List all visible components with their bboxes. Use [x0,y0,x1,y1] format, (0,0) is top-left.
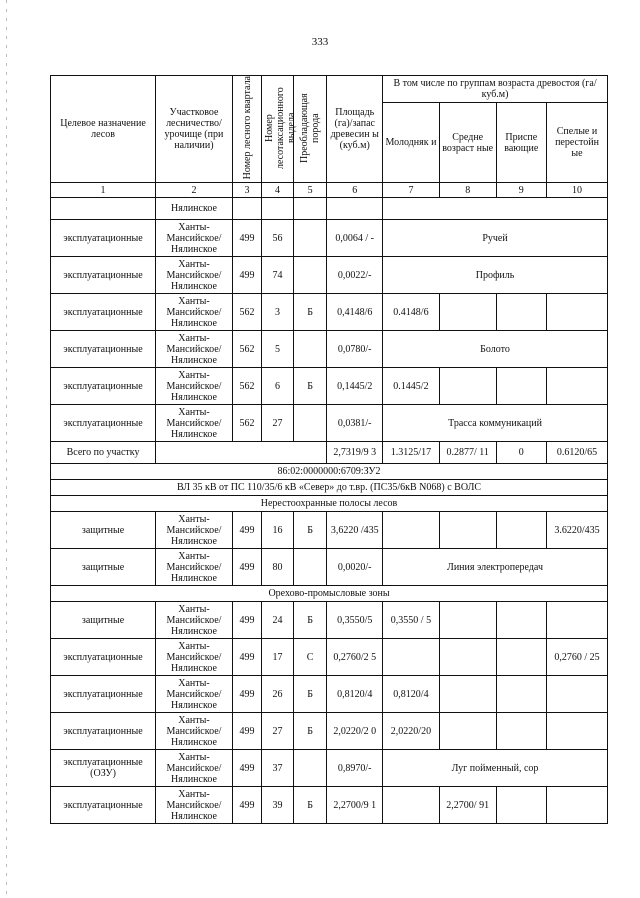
cell-young: 0,8120/4 [383,676,440,713]
cell-mature [547,676,608,713]
cell-forestry: Ханты-Мансийское/ Нялинское [156,549,233,586]
cell-quarter: 499 [232,713,261,750]
cell-purpose: эксплуатационные [51,220,156,257]
cell-area: 0,4148/6 [327,294,383,331]
cell-purpose: защитные [51,602,156,639]
cell-area: 0,1445/2 [327,368,383,405]
header-forestry: Участковое лесничество/ урочище (при наличии) [156,76,233,183]
cell-forestry: Ханты-Мансийское/ Нялинское [156,405,233,442]
cell-allotment: 37 [262,750,294,787]
cell-quarter: 499 [232,512,261,549]
cell-purpose: эксплуатационные [51,294,156,331]
object-title-row [51,480,608,496]
cell-forestry: Ханты-Мансийское/ Нялинское [156,713,233,750]
cell-quarter: 562 [232,405,261,442]
cell-purpose: эксплуатационные [51,405,156,442]
object-title: ВЛ 35 кВ от ПС 110/35/6 кВ «Север» до т.вр. (ПС35/6кВ N068) с ВОЛС [51,480,608,496]
cell-area: 0,0022/- [327,257,383,294]
cell-purpose: эксплуатационные [51,713,156,750]
cell-allotment: 27 [262,713,294,750]
cell-allotment: 80 [262,549,294,586]
cell-mature: 3.6220/435 [547,512,608,549]
cell-land-category: Ручей [383,220,608,257]
cell-forestry: Ханты-Мансийское/ Нялинское [156,257,233,294]
section-nut-zones: Орехово-промысловые зоны [51,586,608,602]
scan-edge [6,0,7,898]
cell-middle [439,512,496,549]
cell-middle [439,602,496,639]
cell-forestry: Ханты-Мансийское/ Нялинское [156,220,233,257]
table-row [51,639,608,676]
cell-young: 0,3550 / 5 [383,602,440,639]
cell-young: 0.4148/6 [383,294,440,331]
header-row-1 [51,76,608,103]
cell-mature: 0,2760 / 25 [547,639,608,676]
cell-species: Б [293,676,327,713]
cell-area: 0,8120/4 [327,676,383,713]
cell-species [293,549,327,586]
cell-quarter: 499 [232,602,261,639]
table-row [51,405,608,442]
cell-empty [232,198,261,220]
cell-quarter: 499 [232,220,261,257]
section-nut-zones-row [51,586,608,602]
header-mature: Спелые и перестойн ые [547,102,608,183]
cell-young [383,512,440,549]
cell-land-category: Профиль [383,257,608,294]
cell-young [383,787,440,824]
column-number: 1 [51,183,156,198]
section-spawning: Нерестоохранные полосы лесов [51,496,608,512]
cell-area: 2,0220/2 0 [327,713,383,750]
page-number: 333 [311,36,329,48]
table-body [51,76,608,824]
cell-young: 0.1445/2 [383,368,440,405]
cell-maturing [496,639,546,676]
cell-forestry: Ханты-Мансийское/ Нялинское [156,787,233,824]
cell-young: 2,0220/20 [383,713,440,750]
cell-quarter: 499 [232,639,261,676]
total-mature: 0.6120/65 [547,442,608,464]
cell-area: 2,2700/9 1 [327,787,383,824]
cell-forestry: Ханты-Мансийское/ Нялинское [156,294,233,331]
cell-middle [439,368,496,405]
column-number: 5 [293,183,327,198]
cell-allotment: 3 [262,294,294,331]
column-number: 6 [327,183,383,198]
cell-purpose: защитные [51,549,156,586]
cell-species [293,405,327,442]
header-quarter [232,76,261,183]
column-number: 2 [156,183,233,198]
table-row [51,750,608,787]
column-number: 3 [232,183,261,198]
cell-species: Б [293,713,327,750]
cell-land-category: Луг пойменный, сор [383,750,608,787]
cell-middle [439,294,496,331]
total-young: 1.3125/17 [383,442,440,464]
cell-middle [439,676,496,713]
cell-species [293,331,327,368]
cell-allotment: 17 [262,639,294,676]
section-spawning-row [51,496,608,512]
cell-quarter: 499 [232,257,261,294]
cell-land-category: Болото [383,331,608,368]
cell-purpose: эксплуатационные [51,639,156,676]
cell-allotment: 39 [262,787,294,824]
cell-forestry: Ханты-Мансийское/ Нялинское [156,750,233,787]
cell-area: 0,0020/- [327,549,383,586]
cell-species: Б [293,294,327,331]
cell-quarter: 499 [232,787,261,824]
cell-area: 0,0780/- [327,331,383,368]
cell-purpose: эксплуатационные [51,331,156,368]
cell-species [293,220,327,257]
column-number: 9 [496,183,546,198]
column-number: 7 [383,183,440,198]
table-row [51,368,608,405]
cell-land-category: Трасса коммуникаций [383,405,608,442]
continuation-label: Нялинское [156,198,233,220]
cell-area: 0,0381/- [327,405,383,442]
cell-middle [439,639,496,676]
cell-forestry: Ханты-Мансийское/ Нялинское [156,639,233,676]
cell-maturing [496,512,546,549]
cell-maturing [496,676,546,713]
column-numbers-row [51,183,608,198]
total-area: 2,7319/9 3 [327,442,383,464]
cell-species [293,750,327,787]
table-row [51,331,608,368]
header-species [293,76,327,183]
total-row [51,442,608,464]
cell-forestry: Ханты-Мансийское/ Нялинское [156,331,233,368]
cell-purpose: защитные [51,512,156,549]
cell-allotment: 6 [262,368,294,405]
cell-species: Б [293,602,327,639]
cell-area: 0,8970/- [327,750,383,787]
cell-mature [547,602,608,639]
cell-forestry: Ханты-Мансийское/ Нялинское [156,602,233,639]
cell-empty [293,198,327,220]
cell-purpose: эксплуатационные (ОЗУ) [51,750,156,787]
cell-empty [51,198,156,220]
cell-empty [156,442,327,464]
total-label: Всего по участку [51,442,156,464]
cell-empty [262,198,294,220]
table-row [51,602,608,639]
cell-mature [547,713,608,750]
cell-species: Б [293,368,327,405]
column-number: 10 [547,183,608,198]
forest-table [50,75,608,824]
header-middle: Средне возраст ные [439,102,496,183]
column-number: 8 [439,183,496,198]
header-species-text: Преобладающая порода [299,92,322,163]
header-maturing: Приспе вающие [496,102,546,183]
cell-empty [327,198,383,220]
cell-maturing [496,294,546,331]
cell-mature [547,368,608,405]
cell-purpose: эксплуатационные [51,257,156,294]
cell-empty [383,198,608,220]
header-area: Площадь (га)/запас древесин ы (куб.м) [327,76,383,183]
cell-maturing [496,602,546,639]
cell-purpose: эксплуатационные [51,676,156,713]
cell-species [293,257,327,294]
cell-forestry: Ханты-Мансийское/ Нялинское [156,676,233,713]
cell-quarter: 499 [232,676,261,713]
header-purpose: Целевое назначение лесов [51,76,156,183]
cell-area: 0,3550/5 [327,602,383,639]
cell-forestry: Ханты-Мансийское/ Нялинское [156,512,233,549]
cell-allotment: 24 [262,602,294,639]
cadastral-number: 86:02:0000000:6709:ЗУ2 [51,464,608,480]
cell-species: С [293,639,327,676]
cell-middle [439,713,496,750]
table-row [51,713,608,750]
table-row [51,512,608,549]
table-row [51,787,608,824]
cell-mature [547,787,608,824]
cell-maturing [496,713,546,750]
table-row [51,257,608,294]
header-allotment-text: Номер лесотаксационного выдела [264,86,298,169]
table-row [51,676,608,713]
header-young: Молодняк и [383,102,440,183]
cell-land-category: Линия электропередач [383,549,608,586]
cell-allotment: 5 [262,331,294,368]
header-quarter-text: Номер лесного квартала [241,76,253,180]
total-maturing: 0 [496,442,546,464]
cell-area: 3,6220 /435 [327,512,383,549]
cell-purpose: эксплуатационные [51,787,156,824]
cell-area: 0,0064 / - [327,220,383,257]
continuation-row [51,198,608,220]
header-age-groups: В том числе по группам возраста древостоя (га/куб.м) [383,76,608,103]
column-number: 4 [262,183,294,198]
table-row [51,294,608,331]
cell-allotment: 16 [262,512,294,549]
table-row [51,220,608,257]
cell-mature [547,294,608,331]
header-allotment [262,76,298,183]
cell-maturing [496,368,546,405]
cell-species: Б [293,512,327,549]
cell-allotment: 56 [262,220,294,257]
cell-allotment: 27 [262,405,294,442]
cell-quarter: 499 [232,549,261,586]
cell-middle: 2,2700/ 91 [439,787,496,824]
table-row [51,549,608,586]
cell-maturing [496,787,546,824]
cell-quarter: 562 [232,368,261,405]
cell-allotment: 74 [262,257,294,294]
cell-quarter: 499 [232,750,261,787]
cell-young [383,639,440,676]
total-middle: 0.2877/ 11 [439,442,496,464]
cell-allotment: 26 [262,676,294,713]
cell-species: Б [293,787,327,824]
cadastral-number-row [51,464,608,480]
cell-purpose: эксплуатационные [51,368,156,405]
cell-quarter: 562 [232,331,261,368]
cell-quarter: 562 [232,294,261,331]
cell-area: 0,2760/2 5 [327,639,383,676]
cell-forestry: Ханты-Мансийское/ Нялинское [156,368,233,405]
